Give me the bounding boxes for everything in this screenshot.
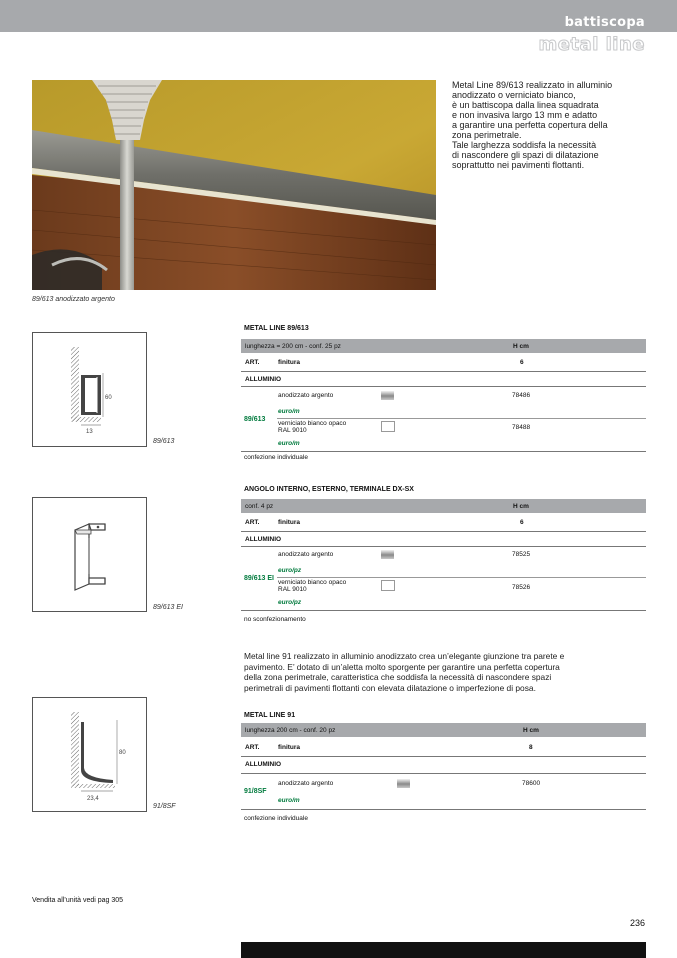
footer-bar	[241, 942, 646, 958]
article-ref: 78486	[512, 392, 531, 399]
silver-swatch	[397, 779, 410, 788]
product-photo	[32, 80, 436, 290]
art-label: ART.	[245, 359, 260, 366]
price-unit: euro/m	[278, 408, 300, 415]
spec-label: lunghezza = 200 cm - conf. 25 pz	[245, 343, 341, 350]
finish-ral: RAL 9010	[278, 586, 307, 593]
drawing-caption: 91/8SF	[153, 803, 176, 810]
dim-height-label: 60	[105, 395, 112, 401]
finish-label: finitura	[278, 359, 301, 366]
column-header-row	[241, 740, 646, 754]
intro-line: zona perimetrale.	[452, 130, 522, 140]
description-line: Metal line 91 realizzato in alluminio anodizzato crea un’elegante giunzione tra parete e	[244, 651, 565, 661]
footer-note: Vendita all’unità vedi pag 305	[32, 897, 124, 904]
technical-drawing-89-613-ei	[32, 497, 147, 612]
material-label: ALLUMINIO	[245, 376, 282, 383]
art-label: ART.	[245, 519, 260, 526]
drawing-caption: 89/613 EI	[153, 604, 183, 611]
h-cm-label: H cm	[513, 343, 529, 350]
description-line: pavimento. E’ dotato di un’aletta molto sporgente per garantire una perfetta copertura	[244, 661, 560, 672]
silver-swatch	[381, 391, 394, 400]
material-label: ALLUMINIO	[245, 536, 282, 543]
spec-label: lunghezza 200 cm - conf. 20 pz	[245, 727, 336, 734]
intro-line: a garantire una perfetta copertura della	[452, 120, 608, 130]
table-title: METAL LINE 91	[244, 712, 296, 719]
price-unit: euro/pz	[278, 567, 302, 574]
table-header	[241, 723, 646, 737]
article-ref: 78525	[512, 551, 531, 558]
technical-drawing-89-613	[32, 332, 147, 447]
intro-line: soprattutto nei pavimenti flottanti.	[452, 160, 585, 170]
table-title: ANGOLO INTERNO, ESTERNO, TERMINALE DX-SX	[244, 486, 414, 493]
material-row	[241, 372, 646, 386]
column-header-row	[241, 515, 646, 529]
finish-name: verniciato bianco opaco	[278, 579, 347, 586]
dim-width-label: 23,4	[87, 796, 99, 802]
table-header	[241, 339, 646, 353]
article-code: 89/613 EI	[244, 575, 274, 582]
price-unit: euro/pz	[278, 599, 302, 606]
column-header-row	[241, 355, 646, 369]
dim-width-label: 13	[86, 429, 93, 435]
table-header	[241, 499, 646, 513]
intro-line: e non invasiva largo 13 mm e adatto	[452, 110, 598, 120]
art-label: ART.	[245, 744, 260, 751]
silver-swatch	[381, 550, 394, 559]
intro-line: anodizzato o verniciato bianco,	[452, 90, 576, 100]
intro-line: di nascondere gli spazi di dilatazione	[452, 150, 599, 160]
finish-name: anodizzato argento	[278, 551, 334, 558]
packaging-note: confezione individuale	[244, 454, 308, 461]
description-line: perimetrali di pavimenti flottanti con elevata dilatazione o imperfezione di posa.	[244, 682, 536, 693]
finish-label: finitura	[278, 519, 301, 526]
packaging-note: confezione individuale	[244, 815, 308, 822]
drawing-caption: 89/613	[153, 438, 175, 445]
divider	[277, 418, 396, 419]
table-title: METAL LINE 89/613	[244, 325, 309, 332]
white-swatch	[381, 421, 395, 432]
divider	[396, 577, 646, 578]
divider	[241, 546, 646, 547]
material-row	[241, 532, 646, 546]
dim-height-label: 80	[119, 750, 126, 756]
product-line-title: metal line	[538, 34, 645, 55]
article-ref: 78526	[512, 584, 531, 591]
h-value: 6	[520, 519, 524, 526]
divider	[241, 386, 646, 387]
intro-description	[452, 80, 652, 170]
intro-line: è un battiscopa dalla linea squadrata	[452, 100, 599, 110]
divider	[241, 773, 646, 774]
divider	[396, 418, 646, 419]
divider	[277, 577, 396, 578]
article-code: 91/8SF	[244, 788, 267, 795]
divider	[241, 809, 646, 810]
intro-line: Tale larghezza soddisfa la necessità	[452, 140, 597, 150]
h-cm-label: H cm	[523, 727, 539, 734]
metal-line-91-description	[244, 651, 654, 693]
h-value: 8	[529, 744, 533, 751]
material-row	[241, 757, 646, 771]
divider	[241, 610, 646, 611]
description-line: della zona perimetrale, caratteristica che soddisfa la necessità di nascondere spazi	[244, 672, 552, 682]
section-title: battiscopa	[564, 15, 645, 30]
article-ref: 78600	[522, 780, 541, 787]
white-swatch	[381, 580, 395, 591]
finish-label: finitura	[278, 744, 301, 751]
h-value: 6	[520, 359, 524, 366]
article-ref: 78488	[512, 424, 531, 431]
photo-caption: 89/613 anodizzato argento	[32, 296, 115, 303]
intro-line: Metal Line 89/613 realizzato in alluminio	[452, 80, 613, 90]
technical-drawing-91-8sf	[32, 697, 147, 812]
finish-name: anodizzato argento	[278, 392, 334, 399]
price-unit: euro/m	[278, 797, 300, 804]
packaging-note: no sconfezionamento	[244, 616, 306, 623]
finish-name: verniciato bianco opaco	[278, 420, 347, 427]
h-cm-label: H cm	[513, 503, 529, 510]
finish-ral: RAL 9010	[278, 427, 307, 434]
article-code: 89/613	[244, 416, 266, 423]
price-unit: euro/m	[278, 440, 300, 447]
material-label: ALLUMINIO	[245, 761, 282, 768]
finish-name: anodizzato argento	[278, 780, 334, 787]
divider	[241, 451, 646, 452]
spec-label: conf. 4 pz	[245, 503, 274, 510]
page-number: 236	[629, 918, 645, 928]
